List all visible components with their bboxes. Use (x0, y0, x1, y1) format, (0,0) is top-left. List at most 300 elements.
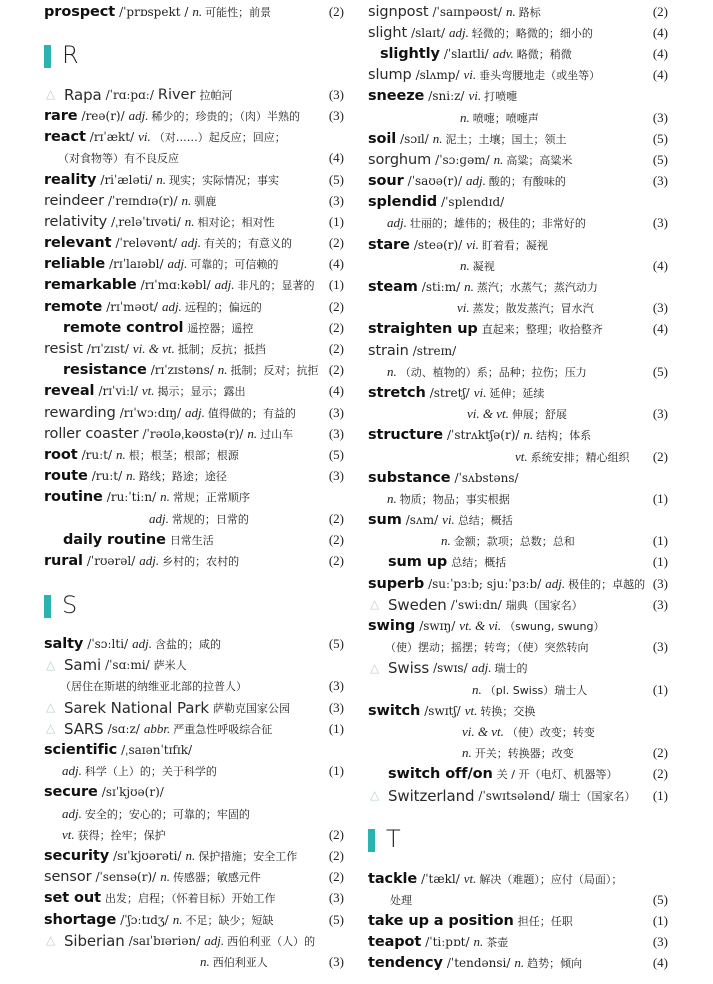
definition: 物质；物品；事实根据 (399, 492, 510, 506)
unit-number: (5) (328, 911, 344, 927)
unit-number: (3) (652, 596, 668, 612)
headword: roller coaster (44, 425, 139, 442)
definition: 总结；概括 (457, 514, 513, 528)
triangle-icon: △ (46, 657, 56, 672)
section-letter: S (62, 590, 78, 619)
unit-number: (3) (652, 109, 668, 125)
definition: 可靠的；可信赖的 (190, 258, 279, 272)
part-of-speech: n. (200, 953, 210, 969)
unit-number: (2) (328, 362, 344, 378)
phonetic: /rɪˈwɔːdɪŋ/ (119, 405, 181, 420)
unit-number: (2) (328, 3, 344, 19)
unit-number: (3) (328, 107, 344, 123)
headword: set out (44, 890, 101, 907)
vocab-entry (44, 550, 344, 571)
vocab-continuation (368, 213, 668, 234)
definition: 含盐的；咸的 (154, 638, 221, 652)
definition: 乡村的；农村的 (162, 554, 240, 568)
unit-number: (4) (652, 321, 668, 337)
section-letter: T (386, 825, 401, 854)
headword-part: River (157, 86, 196, 103)
headword: Swiss (388, 659, 430, 678)
vocab-entry (44, 360, 344, 381)
vocab-continuation (44, 148, 344, 169)
phonetic: /ˈʃɔːtɪdʒ/ (120, 912, 169, 927)
phonetic: /swɪŋ/ (419, 619, 456, 634)
vocab-entry (44, 84, 344, 105)
unit-number: (4) (652, 24, 668, 40)
definition: 转换；交换 (480, 704, 536, 718)
part-of-speech: vi. (138, 129, 151, 145)
definition: 解决（难题）；应付（局面）； (479, 872, 623, 886)
unit-number: (2) (328, 235, 344, 251)
phonetic: /streɪn/ (412, 343, 457, 358)
triangle-icon: △ (370, 597, 380, 612)
definition: 高粱；高粱米 (506, 153, 573, 167)
vocab-entry (368, 43, 668, 64)
vocab-entry (368, 128, 668, 149)
vocab-continuation (368, 721, 668, 742)
definition: 轻微的；略微的；细小的 (471, 26, 593, 40)
section-letter: R (62, 41, 79, 70)
vocab-entry (368, 911, 668, 932)
phonetic: /swɪtʃ/ (424, 703, 461, 718)
phonetic: /reə(r)/ (81, 108, 125, 123)
vocab-entry (44, 845, 344, 866)
unit-number: (4) (652, 257, 668, 273)
part-of-speech: abbr. (143, 720, 171, 736)
part-of-speech: n. (192, 3, 203, 19)
headword: swing (368, 618, 416, 635)
part-of-speech: n. (472, 681, 482, 697)
part-of-speech: n. (460, 109, 470, 125)
unit-number: (3) (652, 639, 668, 655)
phonetic: /rɪˈækt/ (89, 130, 135, 145)
phonetic: /sniːz/ (428, 89, 465, 104)
part-of-speech: n. (462, 745, 472, 761)
vocabulary-column-left (44, 1, 344, 973)
vocab-entry (44, 888, 344, 909)
vocab-entry (368, 658, 668, 679)
definition: 不足；缺少；短缺 (185, 913, 274, 927)
definition: 路标 (518, 5, 541, 19)
phonetic: /ˈstrʌktʃə(r)/ (446, 428, 520, 443)
headword: rural (44, 552, 83, 569)
vocab-continuation (44, 508, 344, 529)
vocab-entry (44, 655, 344, 676)
definition: 遥控器；遥控 (187, 321, 254, 335)
part-of-speech: n. (247, 425, 258, 441)
part-of-speech: n. (432, 130, 443, 146)
vocab-entry (44, 254, 344, 275)
part-of-speech: n. (387, 363, 397, 379)
vocab-continuation (368, 298, 668, 319)
vocab-entry (44, 211, 344, 232)
unit-number: (3) (328, 404, 344, 420)
vocab-entry (368, 953, 668, 974)
vocab-entry (368, 382, 668, 403)
definition: 非凡的；显著的 (237, 279, 315, 293)
unit-number: (4) (652, 67, 668, 83)
headword: switch (368, 702, 421, 719)
vocab-entry (44, 233, 344, 254)
headword: stare (368, 236, 410, 253)
definition: 远程的；偏远的 (184, 300, 262, 314)
vocab-continuation (44, 761, 344, 782)
unit-number: (3) (652, 173, 668, 189)
phonetic: /rɪˈviːl/ (98, 384, 138, 399)
phonetic: /ˈsʌbstəns/ (454, 470, 519, 485)
definition: 垂头弯腰地走（或坐等） (479, 69, 601, 83)
vocab-entry (44, 867, 344, 888)
headword: superb (368, 575, 425, 592)
definition: 根；根茎；根部；根源 (128, 448, 239, 462)
definition: 趋势；倾向 (527, 957, 583, 971)
phonetic: /ˈreləvənt/ (115, 236, 178, 251)
part-of-speech: vi. (457, 300, 470, 316)
vocab-entry (368, 573, 668, 594)
unit-number: (3) (652, 406, 668, 422)
definition: （使）改变；转变 (506, 725, 595, 739)
definition: 现实；实际情况；事实 (169, 173, 279, 187)
unit-number: (5) (328, 446, 344, 462)
definition: 有关的；有意义的 (203, 237, 292, 251)
headword: relevant (44, 235, 112, 252)
definition: 延伸；延续 (489, 386, 545, 400)
unit-number: (2) (652, 3, 668, 19)
phonetic: /ˈrʊərəl/ (86, 553, 136, 568)
phonetic: /ˈsɔːlti/ (87, 637, 129, 652)
triangle-icon: △ (46, 87, 56, 102)
unit-number: (2) (328, 552, 344, 568)
part-of-speech: vi. (463, 67, 477, 83)
unit-number: (2) (328, 319, 344, 335)
definition: 相对论；相对性 (197, 215, 275, 229)
headword: remote control (63, 319, 184, 336)
definition: 瑞士（国家名） (558, 789, 636, 803)
phonetic: /sɑːz/ (107, 721, 140, 736)
vocab-entry (368, 276, 668, 297)
phonetic: /ˈreɪndɪə(r)/ (108, 193, 178, 208)
headword: steam (368, 279, 418, 296)
definition: （swung, swung） (504, 620, 605, 634)
definition: 萨勒克国家公园 (213, 701, 291, 715)
headword: salty (44, 636, 84, 653)
definition: 抵制；反对；抗拒 (230, 364, 319, 378)
phonetic: /sɪˈkjʊərəti/ (113, 848, 182, 863)
phonetic: /ˈsplendɪd/ (441, 195, 505, 210)
definition: 金额；款项；总数；总和 (453, 535, 575, 549)
unit-number: (2) (328, 869, 344, 885)
phonetic: /slaɪt/ (411, 25, 445, 40)
part-of-speech: vt. (62, 826, 75, 842)
unit-number: (3) (328, 192, 344, 208)
unit-number: (4) (328, 150, 344, 166)
part-of-speech: n. (160, 489, 170, 505)
headword: strain (368, 342, 409, 359)
definition: 喷嚏；喷嚏声 (472, 111, 539, 125)
phonetic: /ˈtækl/ (421, 871, 460, 886)
part-of-speech: n. (126, 468, 136, 484)
vocab-continuation (44, 951, 344, 972)
part-of-speech: adj. (471, 660, 492, 676)
part-of-speech: adj. (62, 763, 82, 779)
headword: stretch (368, 384, 426, 401)
part-of-speech: adj. (128, 107, 149, 123)
vocab-entry (44, 487, 344, 508)
phonetic: /rɪˈzɪstəns/ (150, 363, 214, 378)
definition: 凝视 (472, 259, 495, 273)
vocab-entry (44, 1, 344, 22)
part-of-speech: vi. & vt. (132, 341, 175, 357)
headword: root (44, 446, 78, 463)
triangle-icon: △ (370, 660, 380, 675)
part-of-speech: vt. (463, 870, 477, 886)
headword: take up a position (368, 913, 514, 930)
unit-number: (5) (328, 636, 344, 652)
definition: 萨米人 (153, 659, 187, 673)
headword: slightly (380, 45, 440, 62)
part-of-speech: adj. (449, 24, 469, 40)
part-of-speech: adj. (62, 805, 82, 821)
vocab-continuation (368, 679, 668, 700)
unit-number: (2) (328, 510, 344, 526)
phonetic: /ˈsaʊə(r)/ (407, 174, 463, 189)
vocab-entry (44, 105, 344, 126)
part-of-speech: n. (172, 911, 183, 927)
vocab-entry (368, 594, 668, 615)
phonetic: /sʌm/ (405, 513, 439, 528)
headword: signpost (368, 3, 429, 20)
part-of-speech: vi. & vt. (462, 723, 504, 739)
headword: substance (368, 469, 451, 486)
headword: reveal (44, 383, 95, 400)
vocab-entry (368, 868, 668, 889)
unit-number: (2) (652, 766, 668, 782)
definition: （居住在斯堪的纳维亚北部的拉普人） (60, 680, 247, 694)
unit-number: (1) (328, 213, 344, 229)
unit-number: (1) (328, 277, 344, 293)
part-of-speech: vt. (515, 448, 528, 464)
headword: route (44, 468, 88, 485)
phonetic: /rɪˈməʊt/ (106, 299, 158, 314)
headword: structure (368, 427, 443, 444)
vocab-continuation (368, 361, 668, 382)
unit-number: (3) (652, 575, 668, 591)
phonetic: /ruːt/ (81, 447, 113, 462)
headword: remarkable (44, 277, 137, 294)
part-of-speech: adj. (161, 298, 182, 314)
vocab-continuation (368, 531, 668, 552)
part-of-speech: n. (505, 3, 516, 19)
unit-number: (3) (328, 425, 344, 441)
definition: 盯着看；凝视 (481, 238, 548, 252)
vocab-entry (368, 700, 668, 721)
phonetic: /ˈswiːdn/ (450, 597, 502, 612)
definition: 稀少的；珍贵的；（肉）半熟的 (151, 109, 301, 123)
vocab-entry (44, 169, 344, 190)
triangle-icon: △ (46, 933, 56, 948)
headword: sum up (388, 554, 448, 571)
headword: tendency (368, 955, 443, 972)
part-of-speech: vt. & vi. (459, 618, 502, 634)
definition: 伸展；舒展 (511, 408, 567, 422)
headword: prospect (44, 3, 116, 20)
definition: 略微；稍微 (516, 47, 572, 61)
vocab-entry (44, 275, 344, 296)
definition: 总结；概括 (451, 556, 507, 570)
phonetic: /sɪˈkjʊə(r)/ (101, 785, 164, 800)
unit-number: (3) (328, 468, 344, 484)
section-accent-bar (368, 829, 375, 852)
unit-number: (3) (652, 300, 668, 316)
definition: 严重急性呼吸综合征 (173, 722, 273, 736)
part-of-speech: n. (493, 151, 504, 167)
unit-number: (5) (328, 171, 344, 187)
phonetic: /suːˈpɜːb; sjuːˈpɜːb/ (428, 576, 542, 591)
vocab-entry (44, 909, 344, 930)
definition: 担任；任职 (517, 915, 573, 929)
vocab-entry (44, 634, 344, 655)
vocab-entry (368, 1, 668, 22)
headword: Sami (64, 656, 102, 675)
definition: （pl. Swiss）瑞士人 (484, 683, 588, 697)
vocab-entry (368, 192, 668, 213)
definition: 蒸发；散发蒸汽；冒水汽 (472, 302, 594, 316)
vocab-entry (368, 467, 668, 488)
headword: sensor (44, 869, 92, 886)
definition: 处理 (390, 893, 412, 907)
headword: sneeze (368, 88, 425, 105)
vocab-entry (368, 65, 668, 86)
part-of-speech: adj. (185, 404, 205, 420)
unit-number: (3) (328, 699, 344, 715)
part-of-speech: vi. (466, 236, 479, 252)
definition: 直起来；整理；收拾整齐 (481, 323, 603, 337)
part-of-speech: n. (464, 279, 474, 295)
headword: remote (44, 298, 103, 315)
part-of-speech: n. (441, 533, 451, 549)
phonetic: /ˈrəʊləˌkəʊstə(r)/ (142, 426, 244, 441)
definition: （使）摆动；摇摆；转弯；（使）突然转向 (385, 641, 589, 655)
vocab-entry (368, 785, 668, 806)
section-header (368, 806, 668, 868)
vocab-entry (368, 510, 668, 531)
definition: 路线；路途；途径 (138, 470, 227, 484)
part-of-speech: n. (460, 257, 470, 273)
part-of-speech: n. (160, 869, 170, 885)
vocab-entry (368, 234, 668, 255)
phonetic: /ˈrɑːpɑː/ (105, 87, 154, 102)
vocab-entry (368, 86, 668, 107)
headword: security (44, 847, 110, 864)
vocab-continuation (368, 255, 668, 276)
vocab-entry (368, 552, 668, 573)
unit-number: (5) (652, 130, 668, 146)
headword: Switzerland (388, 786, 475, 805)
definition: （对……）起反应；回应； (153, 131, 286, 145)
vocab-entry (368, 425, 668, 446)
vocab-entry (44, 697, 344, 718)
vocab-continuation (44, 803, 344, 824)
vocab-entry (44, 296, 344, 317)
part-of-speech: vi. & vt. (467, 406, 509, 422)
unit-number: (3) (652, 215, 668, 231)
headword: straighten up (368, 321, 478, 338)
unit-number: (3) (328, 953, 344, 969)
headword: resist (44, 341, 83, 358)
unit-number: (1) (328, 763, 344, 779)
headword: teapot (368, 934, 422, 951)
vocab-entry (44, 338, 344, 359)
unit-number: (2) (328, 531, 344, 547)
part-of-speech: adj. (466, 173, 486, 189)
unit-number: (2) (652, 745, 668, 761)
vocab-continuation (368, 488, 668, 509)
definition: 瑞典（国家名） (505, 598, 583, 612)
vocab-entry (368, 319, 668, 340)
definition: 传感器；敏感元件 (172, 871, 261, 885)
section-header (44, 572, 344, 634)
part-of-speech: vi. (442, 512, 455, 528)
vocab-entry (368, 615, 668, 636)
unit-number: (4) (328, 256, 344, 272)
unit-number: (1) (652, 681, 668, 697)
definition: 值得做的；有益的 (207, 406, 296, 420)
unit-number: (4) (328, 383, 344, 399)
headword: rewarding (44, 404, 116, 421)
headword: reindeer (44, 192, 104, 209)
definition: 可能性；前景 (205, 5, 272, 19)
part-of-speech: n. (523, 427, 534, 443)
part-of-speech: adj. (181, 235, 201, 251)
part-of-speech: vt. (141, 383, 155, 399)
definition: 过山车 (260, 427, 294, 441)
definition: 系统安排；精心组织 (530, 450, 630, 464)
part-of-speech: adj. (214, 277, 235, 293)
definition: 出发；启程；（怀着目标）开始工作 (104, 892, 276, 906)
unit-number: (3) (328, 890, 344, 906)
definition: 西伯利亚人 (212, 955, 268, 969)
definition: 极佳的；卓越的 (568, 577, 646, 591)
vocab-entry (368, 932, 668, 953)
vocab-entry (368, 149, 668, 170)
part-of-speech: n. (217, 362, 228, 378)
unit-number: (2) (652, 448, 668, 464)
part-of-speech: n. (514, 955, 525, 971)
definition: 酸的；有酸味的 (488, 175, 566, 189)
headword: rare (44, 107, 78, 124)
unit-number: (2) (328, 826, 344, 842)
part-of-speech: adj. (545, 575, 566, 591)
headword: resistance (63, 362, 147, 379)
vocab-entry (44, 930, 344, 951)
headword: sorghum (368, 151, 432, 168)
vocab-entry (44, 423, 344, 444)
phonetic: /ˈsɑːmi/ (105, 658, 150, 673)
triangle-icon: △ (46, 721, 56, 736)
vocab-entry (44, 444, 344, 465)
headword: daily routine (63, 531, 166, 548)
headword: tackle (368, 870, 418, 887)
definition: 西伯利亚（人）的 (227, 934, 316, 948)
vocab-entry (44, 402, 344, 423)
vocab-entry (368, 22, 668, 43)
vocab-continuation (368, 446, 668, 467)
headword: slight (368, 24, 408, 41)
headword: scientific (44, 742, 118, 759)
definition: 茶壶 (486, 936, 509, 950)
